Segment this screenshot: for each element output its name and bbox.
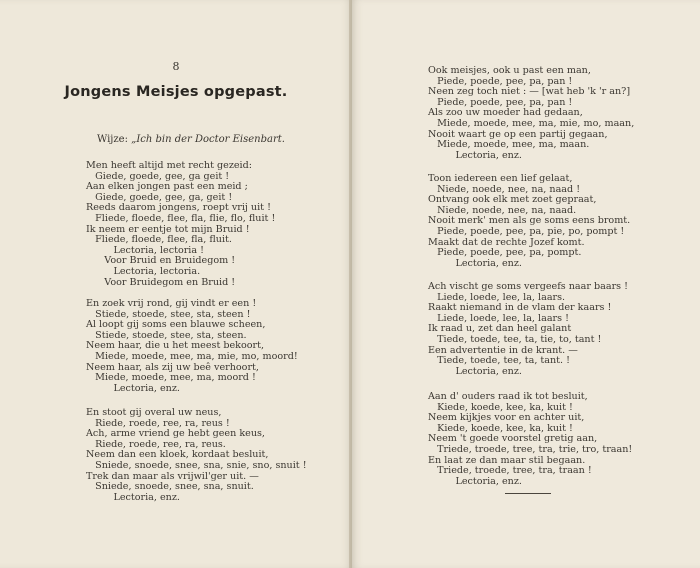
verse-line: Sniede, snoede, snee, sna, snuit. (86, 481, 254, 493)
verse-line: Giede, goede, gee, ga geit ! (86, 170, 230, 182)
verse-line: Kiede, koede, kee, ka, kuit ! (428, 401, 573, 413)
verse-line: Lectoria, enz. (428, 149, 522, 161)
verse-line: Nooit merk' men als ge soms eens bromt. (428, 215, 631, 227)
verse-line: Lectoria, lectoria. (86, 265, 201, 277)
verse-line: Ach, arme vriend ge hebt geen keus, (86, 428, 265, 440)
verse-line: Lectoria, enz. (86, 382, 180, 394)
stanza-left-1 (86, 161, 275, 288)
stanza-left-2 (86, 299, 298, 394)
verse-line: Ach vischt ge soms vergeefs naar baars ! (428, 281, 628, 292)
verse-line: Triede, troede, tree, tra, trie, tro, traan! (428, 443, 633, 455)
verse-line: Piede, poede, pee, pa, pan ! (428, 75, 573, 87)
verse-line: Giede, goede, gee, ga, geit ! (86, 191, 233, 203)
verse-line: Miede, moede, mee, ma, maan. (428, 139, 590, 151)
verse-line: Triede, troede, tree, tra, traan ! (428, 465, 592, 477)
verse-line: Een advertentie in de krant. — (428, 344, 578, 356)
verse-line: En zoek vrij rond, gij vindt er een ! (86, 298, 257, 309)
verse-line: Riede, roede, ree, ra, reus ! (86, 417, 230, 429)
verse-line: Lectoria, enz. (86, 491, 180, 503)
verse-line: Tiede, toede, tee, ta, tie, to, tant ! (428, 333, 602, 345)
verse-line: Neem haar, die u het meest bekoort, (86, 340, 265, 352)
verse-line: En laat ze dan maar stil begaan. (428, 454, 586, 466)
verse-line: Stiede, stoede, stee, sta, steen. (86, 329, 247, 341)
stanza-left-3 (86, 408, 307, 503)
verse-line: Lectoria, lectoria ! (86, 244, 205, 256)
verse-line: Liede, loede, lee, la, laars. (428, 291, 566, 303)
tune-prefix: Wijze: (97, 134, 132, 145)
right-page (352, 0, 700, 568)
verse-line: Als zoo uw moeder had gedaan, (428, 107, 583, 119)
verse-line: Neem dan een kloek, kordaat besluit, (86, 449, 269, 461)
verse-line: Raakt niemand in de vlam der kaars ! (428, 302, 612, 314)
stanza-right-3 (428, 282, 628, 377)
verse-line: Trek dan maar als vrijwil'ger uit. — (86, 470, 259, 482)
verse-line: Riede, roede, ree, ra, reus. (86, 438, 226, 450)
verse-line: Maakt dat de rechte Jozef komt. (428, 236, 585, 248)
tune-line (97, 134, 285, 145)
verse-line: Toon iedereen een lief gelaat, (428, 173, 573, 184)
verse-line: Miede, moede, mee, ma, mie, mo, maan, (428, 117, 635, 129)
song-title: Jongens Meisjes opgepast. (64, 84, 288, 100)
verse-line: Ook meisjes, ook u past een man, (428, 65, 591, 76)
end-rule (505, 493, 551, 494)
verse-line: Fliede, floede, flee, fla, fluit. (86, 234, 232, 246)
verse-line: Miede, moede, mee, ma, mie, mo, moord! (86, 350, 298, 362)
stanza-right-4 (428, 392, 632, 487)
verse-line: Piede, poede, pee, pa, pan ! (428, 96, 573, 108)
verse-line: Neem kijkjes voor en achter uit, (428, 412, 585, 424)
verse-line: En stoot gij overal uw neus, (86, 407, 222, 418)
verse-line: Reeds daarom jongens, roept vrij uit ! (86, 202, 271, 214)
verse-line: Niede, noede, nee, na, naad ! (428, 183, 581, 195)
verse-line: Stiede, stoede, stee, sta, steen ! (86, 308, 251, 320)
stanza-right-1 (428, 66, 634, 161)
verse-line: Ontvang ook elk met zoet gepraat, (428, 194, 597, 206)
verse-line: Lectoria, enz. (428, 365, 522, 377)
verse-line: Piede, poede, pee, pa, pompt. (428, 247, 582, 259)
verse-line: Voor Bruidegom en Bruid ! (86, 276, 236, 288)
verse-line: Neem haar, als zij uw beê verhoort, (86, 361, 259, 373)
verse-line: Fliede, floede, flee, fla, flie, flo, fluit ! (86, 212, 276, 224)
verse-line: Neen zeg toch niet : — [wat heb 'k 'r an?] (428, 86, 631, 98)
verse-line: Al loopt gij soms een blauwe scheen, (86, 319, 266, 331)
verse-line: Aan elken jongen past een meid ; (86, 181, 248, 193)
page-number: 8 (172, 60, 180, 73)
verse-line: Sniede, snoede, snee, sna, snie, sno, snuit ! (86, 459, 307, 471)
verse-line: Niede, noede, nee, na, naad. (428, 204, 577, 216)
verse-line: Voor Bruid en Bruidegom ! (86, 255, 236, 267)
verse-line: Aan d' ouders raad ik tot besluit, (428, 391, 588, 402)
stanza-right-2 (428, 174, 630, 269)
verse-line: Men heeft altijd met recht gezeid: (86, 160, 252, 171)
verse-line: Ik raad u, zet dan heel galant (428, 323, 572, 335)
verse-line: Liede, loede, lee, la, laars ! (428, 312, 569, 324)
verse-line: Lectoria, enz. (428, 475, 522, 487)
verse-line: Miede, moede, mee, ma, moord ! (86, 372, 256, 384)
verse-line: Lectoria, enz. (428, 257, 522, 269)
verse-line: Ik neem er eentje tot mijn Bruid ! (86, 223, 250, 235)
tune-name: „Ich bin der Doctor Eisenbart. (131, 134, 285, 145)
verse-line: Kiede, koede, kee, ka, kuit ! (428, 422, 573, 434)
verse-line: Nooit waart ge op een partij gegaan, (428, 128, 608, 140)
verse-line: Piede, poede, pee, pa, pie, po, pompt ! (428, 225, 625, 237)
verse-line: Tiede, toede, tee, ta, tant. ! (428, 355, 570, 367)
verse-line: Neem 't goede voorstel gretig aan, (428, 433, 598, 445)
